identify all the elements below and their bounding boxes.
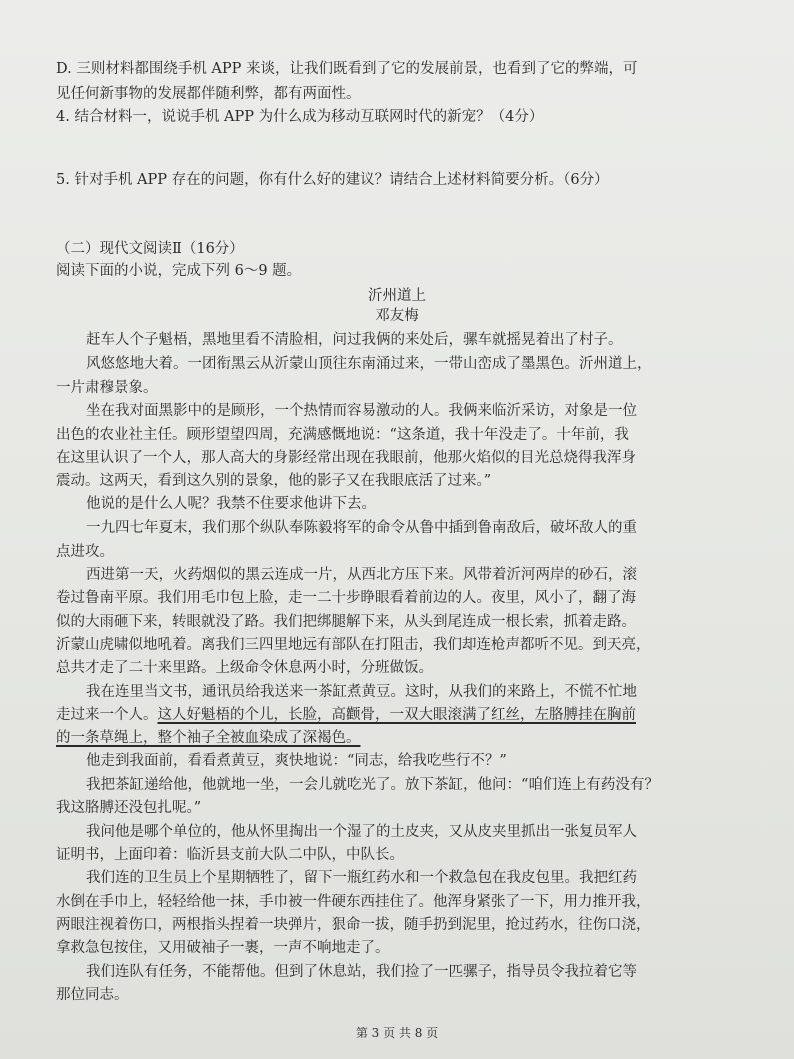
story-paragraph-11-line-3: 两眼注视着伤口，两根指头捏着一块弹片，狠命一拔，随手扔到泥里，抢过药水，往伤口浇， [56, 917, 651, 933]
story-paragraph-10-line-1: 我问他是哪个单位的，他从怀里掏出一个湿了的土皮夹，又从皮夹里抓出一张复员军人 [86, 824, 637, 840]
story-paragraph-1: 赶车人个子魁梧，黑地里看不清脸相，问过我俩的来处后，骡车就摇晃着出了村子。 [86, 332, 623, 348]
story-paragraph-11-line-4: 拿救急包按住，又用破袖子一裹，一声不响地走了。 [56, 940, 390, 956]
story-paragraph-3-line-4: 震动。这两天，看到这久别的景象，他的影子又在我眼底活了过来。” [56, 473, 492, 489]
section-heading: （二）现代文阅读Ⅱ（16分） [56, 241, 244, 257]
section-instruction: 阅读下面的小说，完成下列 6～9 题。 [56, 263, 302, 279]
story-paragraph-12-line-1: 我们连队有任务，不能帮他。但到了休息站，我们捡了一匹骡子，指导员令我拉着它等 [86, 964, 637, 980]
story-paragraph-9-line-1: 我把茶缸递给他，他就地一坐，一会儿就吃光了。放下茶缸，他问：“咱们连上有药没有？ [86, 777, 659, 793]
question-4: 4. 结合材料一，说说手机 APP 为什么成为移动互联网时代的新宠？（4分） [56, 109, 544, 125]
story-paragraph-2-line-1: 风悠悠地大着。一团衔黑云从沂蒙山顶往东南涌过来，一带山峦成了墨黑色。沂州道上， [86, 356, 652, 372]
story-paragraph-5-line-1: 一九四七年夏末，我们那个纵队奉陈毅将军的命令从鲁中插到鲁南敌后，破坏敌人的重 [86, 520, 637, 536]
story-paragraph-3-line-2: 出色的农业社主任。顾形望望四周，充满感慨地说：“这条道，我十年没走了。十年前，我 [56, 427, 629, 443]
story-paragraph-3-line-1: 坐在我对面黑影中的是顾形，一个热情而容易激动的人。我俩来临沂采访，对象是一位 [86, 403, 637, 419]
story-paragraph-7-line-2 [56, 706, 794, 724]
story-paragraph-7-line-2-plain: 走过来一个人。 [56, 707, 158, 723]
story-paragraph-12-line-2: 那位同志。 [56, 987, 129, 1003]
story-paragraph-7-line-1: 我在连里当文书，通讯员给我送来一茶缸煮黄豆。这时，从我们的来路上，不慌不忙地 [86, 684, 637, 700]
story-paragraph-3-line-3: 在这里认识了一个人，那人高大的身影经常出现在我眼前，他那火焰似的目光总烧得我浑身 [56, 450, 636, 466]
underlined-passage-end: 的一条草绳上，整个袖子全被血染成了深褐色。 [56, 730, 361, 746]
story-paragraph-11-line-2: 水倒在手巾上，轻轻给他一抹，手巾被一件硬东西挂住了。他浑身紧张了一下，用力推开我， [56, 894, 651, 910]
story-paragraph-2-line-2: 一片肃穆景象。 [56, 380, 158, 396]
story-author: 邓友梅 [375, 308, 419, 324]
story-paragraph-11-line-1: 我们连的卫生员上个星期牺牲了，留下一瓶红药水和一个救急包在我皮包里。我把红药 [86, 870, 637, 886]
page-number: 第 3 页 共 8 页 [355, 1026, 439, 1040]
option-d-line-2: 见任何新事物的发展都伴随利弊，都有两面性。 [56, 86, 361, 102]
story-paragraph-4: 他说的是什么人呢？我禁不住要求他讲下去。 [86, 496, 376, 512]
story-paragraph-7-line-3 [56, 729, 794, 747]
story-paragraph-6-line-4: 沂蒙山虎啸似地吼着。离我们三四里地远有部队在打阻击，我们却连枪声都听不见。到天亮， [56, 637, 651, 653]
story-paragraph-5-line-2: 点进攻。 [56, 544, 114, 560]
story-paragraph-8: 他走到我面前，看看煮黄豆，爽快地说：“同志，给我吃些行不？” [86, 753, 507, 769]
underlined-passage-start: 这人好魁梧的个儿，长脸，高颧骨，一双大眼滚满了红丝，左胳膊挂在胸前 [157, 707, 636, 723]
option-d-line-1: D. 三则材料都围绕手机 APP 来谈，让我们既看到了它的发展前景，也看到了它的弊端，可 [56, 61, 638, 77]
story-paragraph-6-line-3: 似的大雨砸下来，转眼就没了路。我们把绑腿解下来，从头到尾连成一根长索，抓着走路。 [56, 614, 636, 630]
story-paragraph-9-line-2: 我这胳膊还没包扎呢。” [56, 800, 202, 816]
story-title: 沂州道上 [368, 288, 426, 304]
story-paragraph-6-line-2: 卷过鲁南平原。我们用毛巾包上脸，走一二十步睁眼看着前边的人。夜里，风小了，翻了海 [56, 590, 636, 606]
story-paragraph-6-line-5: 总共才走了二十来里路。上级命令休息两小时，分班做饭。 [56, 660, 433, 676]
story-paragraph-10-line-2: 证明书，上面印着：临沂县支前大队二中队，中队长。 [56, 847, 404, 863]
question-5: 5. 针对手机 APP 存在的问题，你有什么好的建议？请结合上述材料简要分析。（6分） [56, 172, 609, 188]
story-paragraph-6-line-1: 西进第一天，火药烟似的黑云连成一片，从西北方压下来。风带着沂河两岸的砂石，滚 [86, 567, 637, 583]
